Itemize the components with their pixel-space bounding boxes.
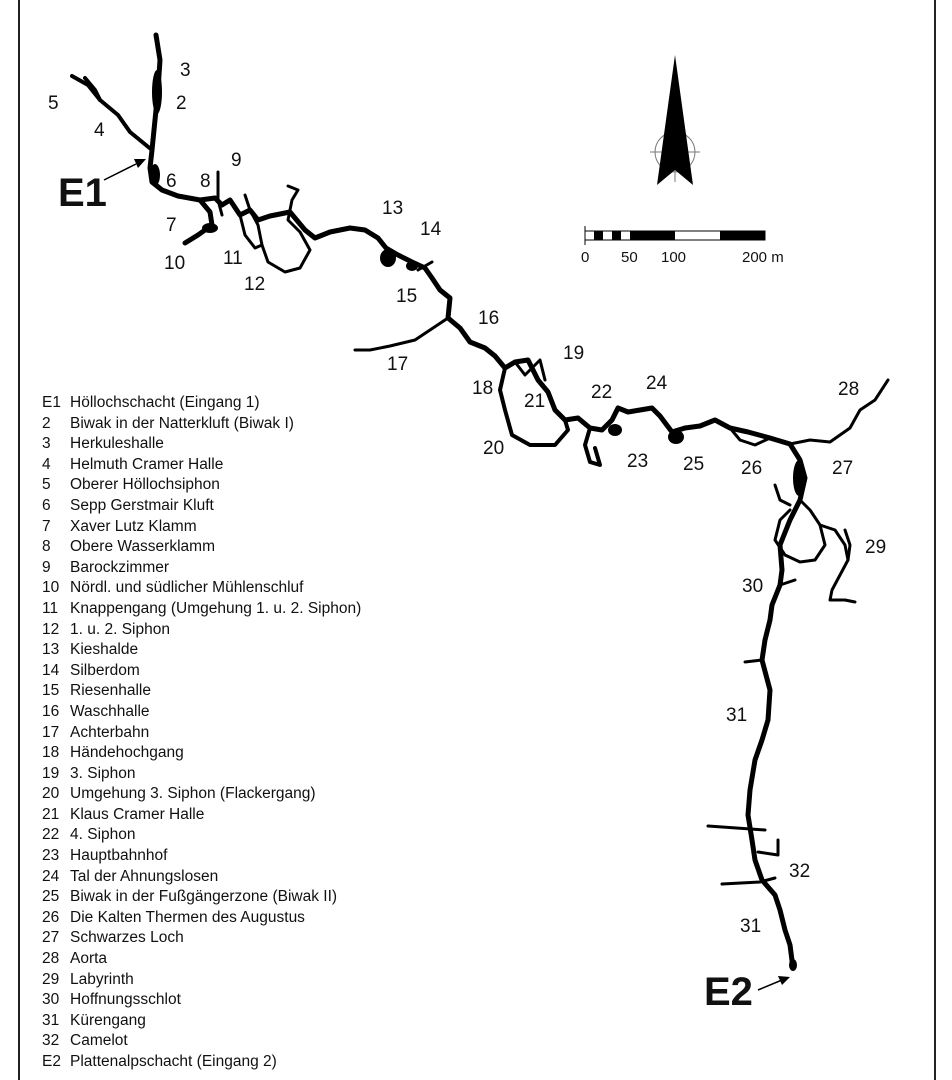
- legend-item: [42, 578, 361, 599]
- location-number: 30: [742, 576, 764, 597]
- legend-item: [42, 970, 361, 991]
- legend-name: Knappengang (Umgehung 1. u. 2. Siphon): [70, 599, 362, 617]
- legend-name: Umgehung 3. Siphon (Flackergang): [70, 785, 316, 803]
- legend-name: Klaus Cramer Halle: [70, 805, 205, 823]
- location-number: 3: [180, 60, 191, 81]
- legend-name: Waschhalle: [70, 702, 150, 720]
- legend-code: 9: [42, 558, 51, 576]
- legend-name: Hauptbahnhof: [70, 847, 168, 865]
- legend-code: 19: [42, 764, 60, 782]
- location-number: 16: [478, 308, 500, 329]
- location-number: 26: [741, 458, 763, 479]
- legend-item: [42, 908, 361, 929]
- legend-code: 18: [42, 744, 60, 762]
- entrance-label-e1: E1: [58, 171, 107, 215]
- legend-name: Sepp Gerstmair Kluft: [70, 496, 214, 514]
- location-number: 13: [382, 198, 404, 219]
- legend-code: 17: [42, 723, 60, 741]
- location-number: 31: [740, 916, 762, 937]
- location-number: 4: [94, 120, 105, 141]
- location-number: 20: [483, 438, 505, 459]
- location-number: 25: [683, 454, 705, 475]
- legend-item: [42, 640, 361, 661]
- legend-name: 3. Siphon: [70, 764, 136, 782]
- legend-name: Oberer Höllochsiphon: [70, 476, 220, 494]
- location-number: 11: [223, 248, 243, 269]
- legend-name: Kieshalde: [70, 641, 139, 659]
- legend-code: 12: [42, 620, 60, 638]
- legend-code: E2: [42, 1053, 61, 1070]
- legend-name: Schwarzes Loch: [70, 929, 184, 947]
- legend-code: 21: [42, 805, 60, 823]
- legend-code: 15: [42, 682, 60, 700]
- location-number: 29: [865, 537, 887, 558]
- legend-code: 28: [42, 950, 60, 968]
- legend-item: [42, 743, 361, 764]
- legend-name: Camelot: [70, 1032, 128, 1050]
- legend-item: [42, 1011, 361, 1032]
- legend-code: 8: [42, 538, 51, 556]
- legend-item: [42, 702, 361, 723]
- legend-name: Achterbahn: [70, 723, 150, 741]
- entrance-e2-arrow: [758, 976, 790, 990]
- legend-item: [42, 393, 361, 414]
- legend-code: 25: [42, 888, 60, 906]
- legend-name: Plattenalpschacht (Eingang 2): [70, 1053, 277, 1070]
- legend-code: 23: [42, 847, 60, 865]
- legend-code: 16: [42, 702, 60, 720]
- location-number: 22: [591, 382, 613, 403]
- legend: [42, 393, 361, 1073]
- legend-item: [42, 455, 361, 476]
- legend-code: E1: [42, 394, 61, 411]
- legend-item: [42, 825, 361, 846]
- legend-item: [42, 1031, 361, 1052]
- legend-item: [42, 475, 361, 496]
- legend-item: [42, 661, 361, 682]
- legend-code: 31: [42, 1011, 60, 1029]
- scale-tick-50: 50: [621, 249, 638, 266]
- legend-code: 30: [42, 991, 60, 1009]
- legend-name: Biwak in der Fußgängerzone (Biwak II): [70, 888, 338, 906]
- legend-item: [42, 784, 361, 805]
- location-number: 15: [396, 286, 418, 307]
- location-number: 2: [176, 93, 187, 114]
- legend-name: 4. Siphon: [70, 826, 136, 844]
- legend-item: [42, 558, 361, 579]
- location-number: 21: [524, 391, 546, 412]
- location-number: 10: [164, 253, 186, 274]
- legend-code: 10: [42, 579, 60, 597]
- north-arrow-icon: [650, 55, 700, 185]
- location-number: 18: [472, 378, 494, 399]
- legend-name: Kürengang: [70, 1011, 146, 1029]
- location-number: 8: [200, 171, 211, 192]
- legend-code: 32: [42, 1032, 60, 1050]
- location-number: 24: [646, 373, 668, 394]
- legend-code: 22: [42, 826, 60, 844]
- legend-item: [42, 990, 361, 1011]
- location-number: 17: [387, 354, 409, 375]
- location-number: 23: [627, 451, 649, 472]
- location-number: 27: [832, 458, 854, 479]
- legend-name: Biwak in der Natterkluft (Biwak I): [70, 414, 294, 432]
- legend-code: 26: [42, 908, 60, 926]
- legend-name: Silberdom: [70, 661, 140, 679]
- legend-name: 1. u. 2. Siphon: [70, 620, 170, 638]
- legend-code: 29: [42, 970, 60, 988]
- entrance-e1-arrow: [104, 159, 146, 180]
- legend-code: 2: [42, 414, 51, 432]
- scale-bar: [581, 226, 784, 266]
- legend-item: [42, 517, 361, 538]
- legend-code: 6: [42, 496, 51, 514]
- legend-item: [42, 805, 361, 826]
- legend-name: Hoffnungsschlot: [70, 991, 181, 1009]
- legend-item: [42, 496, 361, 517]
- legend-item: [42, 434, 361, 455]
- legend-item: [42, 1052, 361, 1073]
- legend-code: 5: [42, 476, 51, 494]
- legend-item: [42, 414, 361, 435]
- legend-item: [42, 681, 361, 702]
- legend-item: [42, 928, 361, 949]
- scale-tick-200: 200 m: [742, 249, 784, 266]
- location-number: 14: [420, 219, 442, 240]
- legend-name: Aorta: [70, 950, 108, 968]
- legend-code: 13: [42, 641, 60, 659]
- location-number: 31: [726, 705, 748, 726]
- legend-name: Helmuth Cramer Halle: [70, 455, 224, 473]
- scale-tick-0: 0: [581, 249, 590, 266]
- legend-name: Händehochgang: [70, 744, 184, 762]
- location-number: 5: [48, 93, 59, 114]
- legend-item: [42, 867, 361, 888]
- legend-name: Labyrinth: [70, 970, 134, 988]
- legend-item: [42, 620, 361, 641]
- location-number: 9: [231, 150, 242, 171]
- legend-item: [42, 599, 361, 620]
- location-number: 6: [166, 171, 177, 192]
- legend-code: 7: [42, 517, 51, 535]
- location-number: 19: [563, 343, 585, 364]
- legend-name: Xaver Lutz Klamm: [70, 517, 197, 535]
- legend-item: [42, 949, 361, 970]
- legend-code: 14: [42, 661, 60, 679]
- legend-code: 27: [42, 929, 60, 947]
- legend-code: 11: [42, 599, 59, 617]
- entrance-label-e2: E2: [704, 970, 753, 1014]
- legend-name: Barockzimmer: [70, 558, 170, 576]
- legend-name: Nördl. und südlicher Mühlenschluf: [70, 579, 304, 597]
- legend-name: Die Kalten Thermen des Augustus: [70, 908, 305, 926]
- legend-item: [42, 846, 361, 867]
- location-number: 28: [838, 379, 860, 400]
- legend-item: [42, 764, 361, 785]
- scale-tick-100: 100: [661, 249, 687, 266]
- legend-code: 24: [42, 867, 60, 885]
- legend-item: [42, 537, 361, 558]
- legend-name: Tal der Ahnungslosen: [70, 867, 219, 885]
- legend-code: 3: [42, 435, 51, 453]
- legend-name: Herkuleshalle: [70, 435, 164, 453]
- legend-item: [42, 887, 361, 908]
- location-number: 12: [244, 274, 266, 295]
- legend-name: Höllochschacht (Eingang 1): [70, 394, 260, 411]
- legend-item: [42, 723, 361, 744]
- legend-code: 4: [42, 455, 51, 473]
- location-number: 32: [789, 861, 811, 882]
- legend-code: 20: [42, 785, 60, 803]
- legend-name: Obere Wasserklamm: [70, 538, 215, 556]
- legend-name: Riesenhalle: [70, 682, 151, 700]
- location-number: 7: [166, 215, 177, 236]
